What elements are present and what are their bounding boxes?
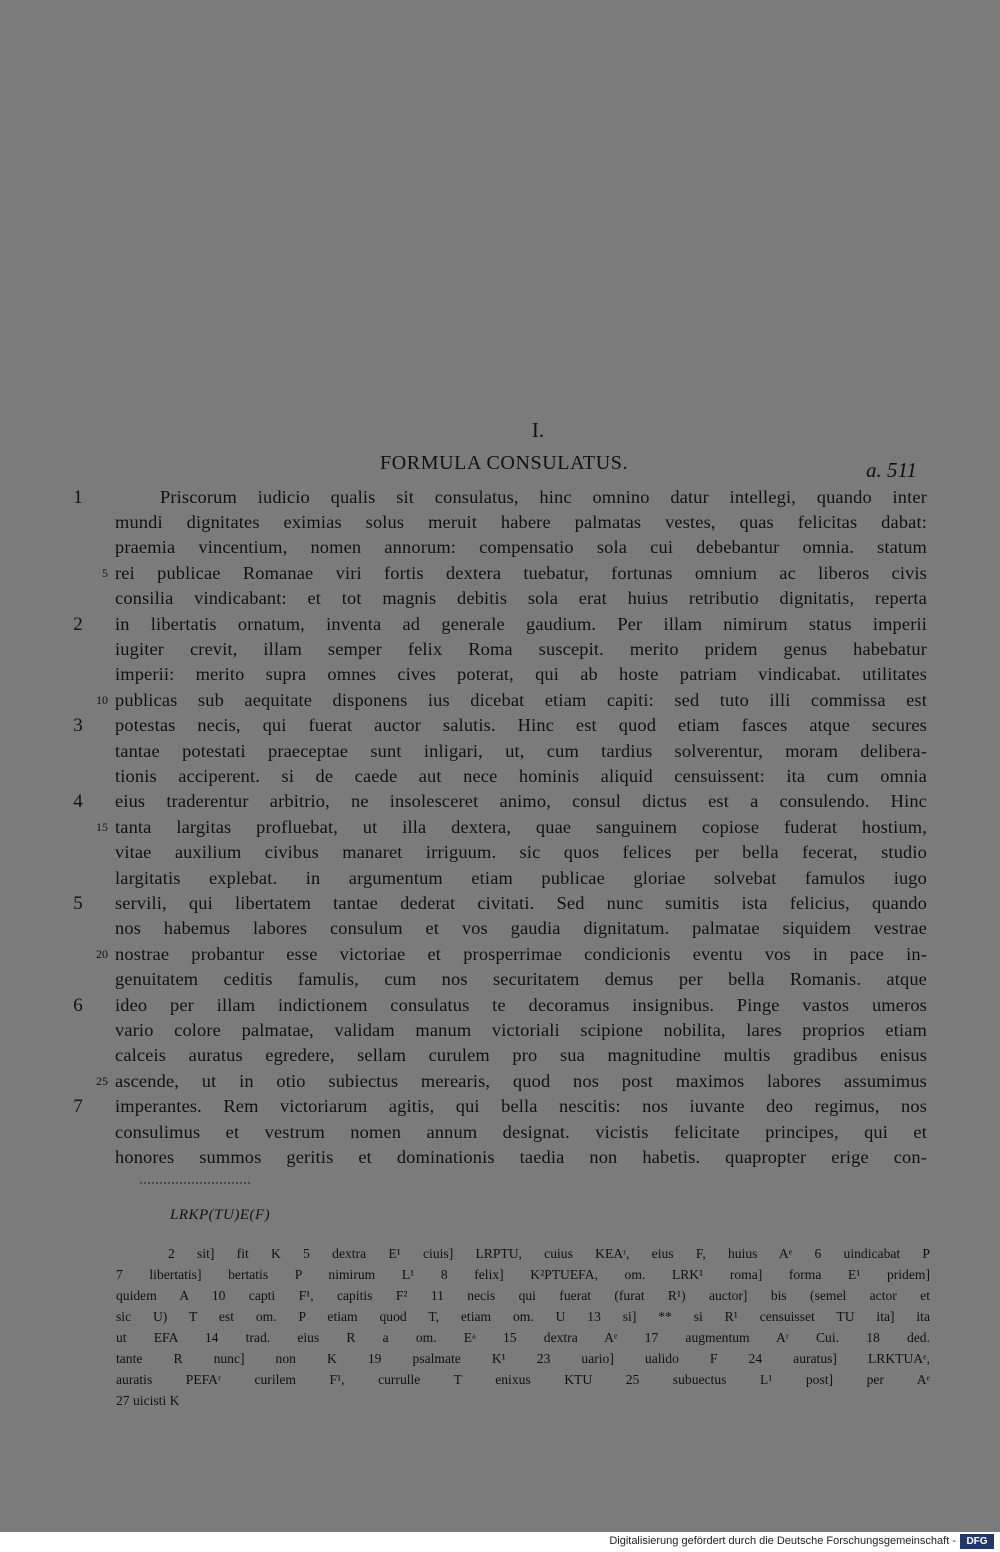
apparatus-line: 2 sit] fit K 5 dextra E¹ ciuis] LRPTU, cuius KEAʳ, eius F, huius Aᵉ 6 uindicabat P <box>168 1246 930 1261</box>
body-line: nostrae probantur esse victoriae et prosperrimae condicionis eventu vos in pace in- <box>115 944 927 964</box>
paragraph-number: 6 <box>73 995 83 1016</box>
paragraph-number: 1 <box>73 487 83 508</box>
section-title: FORMULA CONSULATUS. <box>380 452 629 474</box>
body-line: imperii: merito supra omnes cives poterat, qui ab hoste patriam vindicabat. utilitates <box>115 664 927 684</box>
apparatus-line: 7 libertatis] bertatis P nimirum L¹ 8 felix] K²PTUEFA, om. LRK¹ roma] forma E¹ pridem] <box>116 1267 930 1282</box>
apparatus-line: quidem A 10 capti F¹, capitis F² 11 necis qui fuerat (furat R¹) auctor] bis (semel actor et <box>116 1288 930 1303</box>
body-line: honores summos geritis et dominationis taedia non habetis. quapropter erige con- <box>115 1147 927 1167</box>
body-line: ascende, ut in otio subiectus merearis, quod nos post maximos labores assumimus <box>115 1071 927 1091</box>
body-line: tionis acciperent. si de caede aut nece hominis aliquid censuissent: ita cum omnia <box>115 766 927 786</box>
body-line: largitatis explebat. in argumentum etiam publicae gloriae solvebat famulos iugo <box>115 868 927 888</box>
dfg-logo: DFG <box>960 1534 994 1549</box>
body-line: genuitatem ceditis famulis, cum nos securitatem demus per bella Romanis. atque <box>115 969 927 989</box>
body-line: Priscorum iudicio qualis sit consulatus, hinc omnino datur intellegi, quando inter <box>160 487 927 507</box>
body-line: publicas sub aequitate disponens ius dicebat etiam capiti: sed tuto illi commissa est <box>115 690 927 710</box>
body-line: mundi dignitates eximias solus meruit habere palmatas vestes, quas felicitas dabat: <box>115 512 927 532</box>
paragraph-number: 4 <box>73 791 83 812</box>
apparatus-line: sic U) T est om. P etiam quod T, etiam om. U 13 si] ** si R¹ censuisset TU ita] ita <box>116 1309 930 1324</box>
body-line: ideo per illam indictionem consulatus te decoramus insignibus. Pinge vastos umeros <box>115 995 927 1015</box>
body-line: rei publicae Romanae viri fortis dextera tuebatur, fortunas omnium ac liberos civis <box>115 563 927 583</box>
apparatus-line: auratis PEFAʳ curilem F¹, currulle T enixus KTU 25 subuectus L¹ post] per Aᵉ <box>116 1372 930 1387</box>
body-line: servili, qui libertatem tantae dederat civitati. Sed nunc sumitis ista felicius, quando <box>115 893 927 913</box>
truncated-text-line <box>140 1182 250 1188</box>
paragraph-number: 5 <box>73 893 83 914</box>
body-line: eius traderentur arbitrio, ne insolesceret animo, consul dictus est a consulendo. Hinc <box>115 791 927 811</box>
body-line: consulimus et vestrum nomen annum designat. vicistis felicitate principes, qui et <box>115 1122 927 1142</box>
paragraph-number: 3 <box>73 715 83 736</box>
line-number: 10 <box>96 693 108 707</box>
line-number: 5 <box>102 566 108 580</box>
body-line: iugiter crevit, illam semper felix Roma suscepit. merito pridem genus habebatur <box>115 639 927 659</box>
body-line: tanta largitas profluebat, ut illa dextera, quae sanguinem copiose fuderat hostium, <box>115 817 927 837</box>
paragraph-number: 2 <box>73 614 83 635</box>
apparatus-line: tante R nunc] non K 19 psalmate K¹ 23 uario] ualido F 24 auratus] LRKTUAᵉ, <box>116 1351 930 1366</box>
body-line: nos habemus labores consulum et vos gaudia dignitatum. palmatae siquidem vestrae <box>115 918 927 938</box>
body-line: potestas necis, qui fuerat auctor salutis. Hinc est quod etiam fasces atque secures <box>115 715 927 735</box>
line-number: 20 <box>96 947 108 961</box>
body-line: consilia vindicabant: et tot magnis debitis sola erat huius retributio dignitatis, reperta <box>115 588 927 608</box>
body-line: in libertatis ornatum, inventa ad generale gaudium. Per illam nimirum status imperii <box>115 614 927 634</box>
line-number: 15 <box>96 820 108 834</box>
body-line: imperantes. Rem victoriarum agitis, qui bella nescitis: nos iuvante deo regimus, nos <box>115 1096 927 1116</box>
section-number: I. <box>531 418 545 442</box>
funding-notice: Digitalisierung gefördert durch die Deutsche Forschungsgemeinschaft - <box>609 1535 956 1547</box>
body-line: vitae auxilium civibus manaret irriguum. sic quos felices per bella fecerat, studio <box>115 842 927 862</box>
body-line: calceis auratus egredere, sellam curulem pro sua magnitudine multis gradibus enisus <box>115 1045 927 1065</box>
line-number: 25 <box>96 1074 108 1088</box>
apparatus-line: ut EFA 14 trad. eius R a om. Eᵃ 15 dextra Aᵉ 17 augmentum Aʳ Cui. 18 ded. <box>116 1330 930 1345</box>
apparatus-line: 27 uicisti K <box>116 1393 180 1408</box>
body-line: praemia vincentium, nomen annorum: compensatio sola cui debebantur omnia. statum <box>115 537 927 557</box>
paragraph-number: 7 <box>73 1096 83 1117</box>
manuscript-sigla: LRKP(TU)E(F) <box>170 1207 271 1223</box>
body-line: vario colore palmatae, validam manum victoriali scipione nobilita, lares proprios etiam <box>115 1020 927 1040</box>
year-marker: a. 511 <box>866 458 917 482</box>
body-line: tantae potestati praeceptae sunt inligari, ut, cum tardius solverentur, moram delibera- <box>115 741 927 761</box>
